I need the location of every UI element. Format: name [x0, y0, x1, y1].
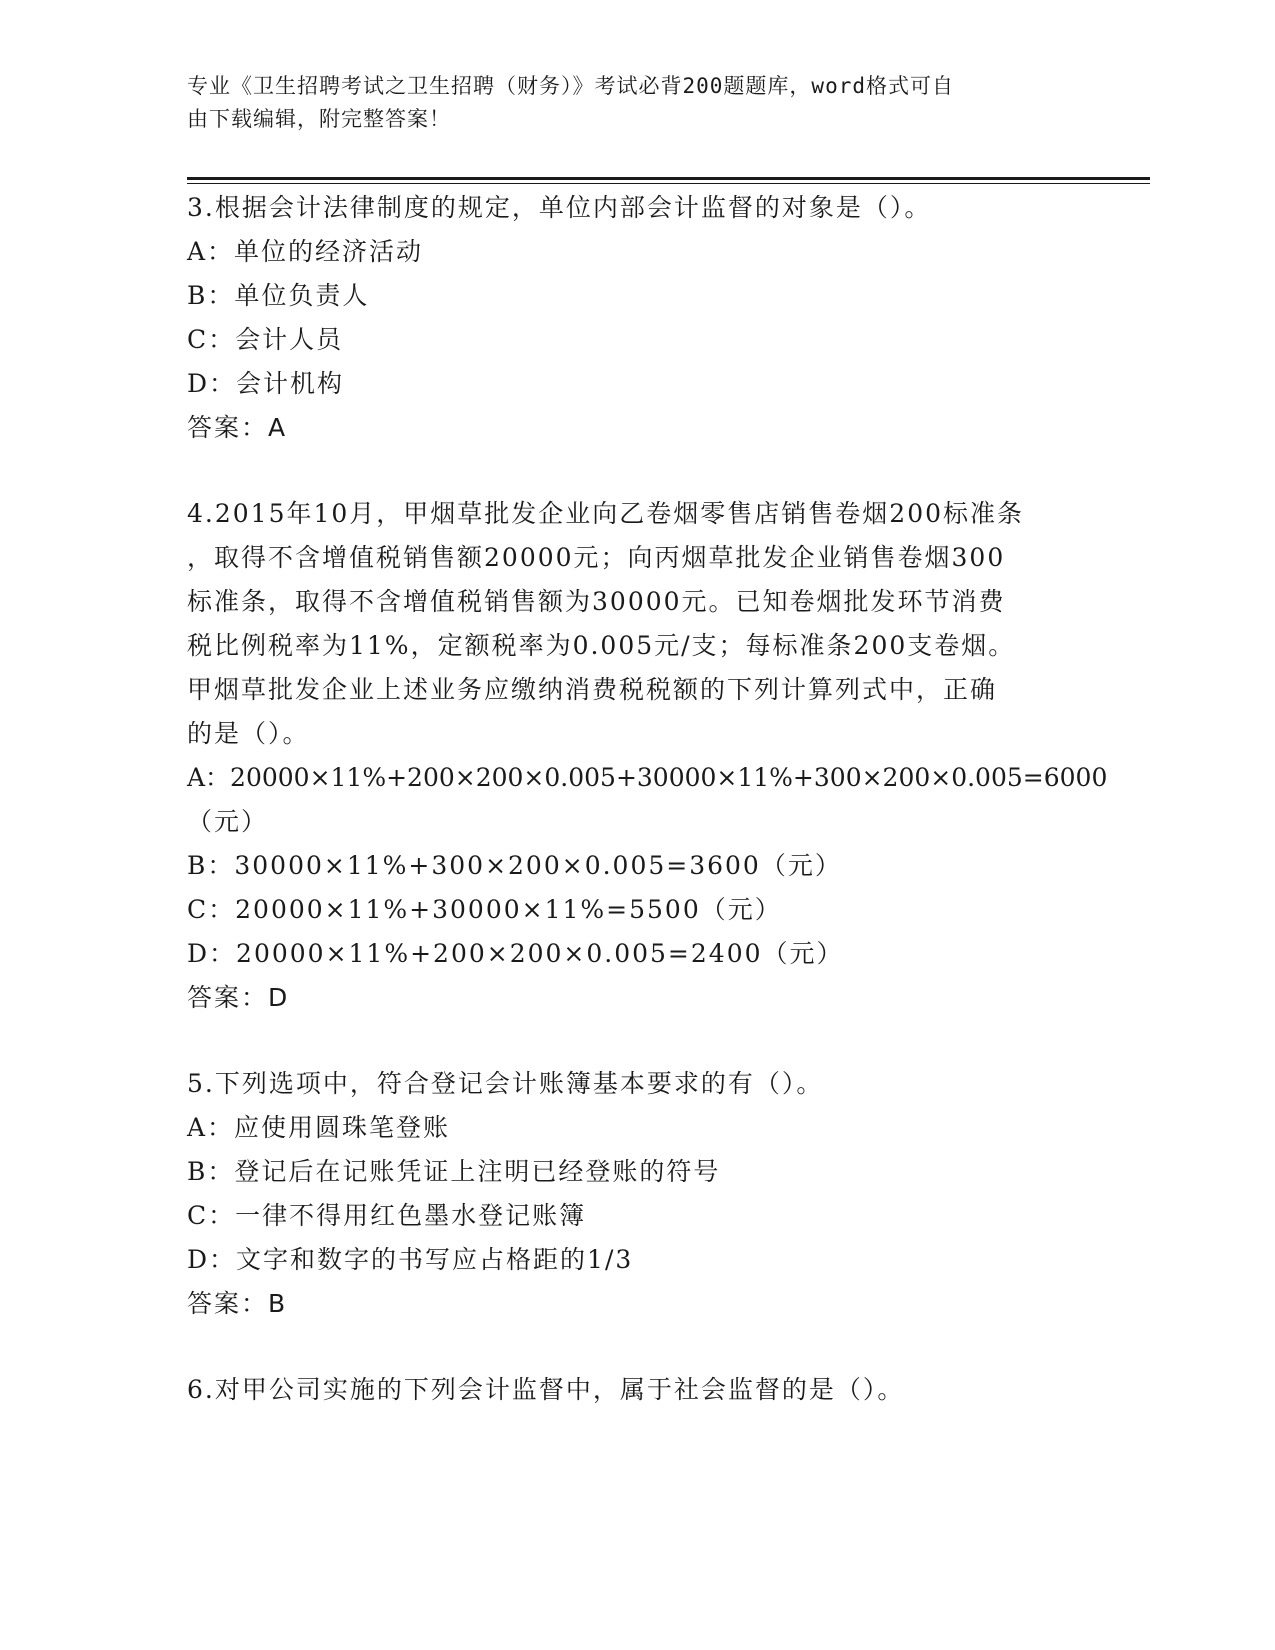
question-4-answer: 答案：D [187, 983, 290, 1012]
question-4-option-b: B：30000×11%+300×200×0.005=3600（元） [187, 851, 842, 880]
question-4-text-line-5: 甲烟草批发企业上述业务应缴纳消费税税额的下列计算列式中，正确 [187, 675, 998, 704]
question-5-option-b: B：登记后在记账凭证上注明已经登账的符号 [187, 1157, 721, 1186]
question-3-answer: 答案：A [187, 413, 288, 442]
question-4-text-line-1: 4.2015年10月，甲烟草批发企业向乙卷烟零售店销售卷烟200标准条 [187, 499, 1025, 528]
question-4-text-line-3: 标准条，取得不含增值税销售额为30000元。已知卷烟批发环节消费 [187, 587, 1006, 616]
question-3-text: 3.根据会计法律制度的规定，单位内部会计监督的对象是（）。 [187, 193, 932, 222]
question-5-option-c: C：一律不得用红色墨水登记账簿 [187, 1201, 587, 1230]
question-5-text: 5.下列选项中，符合登记会计账簿基本要求的有（）。 [187, 1069, 824, 1098]
question-3-option-a: A：单位的经济活动 [187, 237, 424, 266]
header-rule-thick [187, 177, 1150, 180]
question-5-answer: 答案：B [187, 1289, 288, 1318]
question-4-option-c: C：20000×11%+30000×11%=5500（元） [187, 895, 782, 924]
document-header [187, 70, 1067, 136]
question-4-text-line-4: 税比例税率为11%，定额税率为0.005元/支；每标准条200支卷烟。 [187, 631, 1016, 660]
question-5-option-d: D：文字和数字的书写应占格距的1/3 [187, 1245, 634, 1274]
question-3-option-d: D：会计机构 [187, 369, 345, 398]
question-4-text-line-6: 的是（）。 [187, 719, 310, 748]
question-4-option-a: A：20000×11%+200×200×0.005+30000×11%+300×200×0.005=6000 [187, 763, 1108, 792]
header-line-1: 专业《卫生招聘考试之卫生招聘（财务）》考试必背200题题库，word格式可自 [187, 74, 954, 98]
question-5-option-a: A：应使用圆珠笔登账 [187, 1113, 451, 1142]
header-rule-thin [187, 183, 1150, 184]
question-4-option-a-cont: （元） [187, 807, 269, 836]
question-3-option-c: C：会计人员 [187, 325, 344, 354]
header-line-2: 由下载编辑，附完整答案！ [187, 107, 451, 131]
question-3-option-b: B：单位负责人 [187, 281, 370, 310]
question-6-text: 6.对甲公司实施的下列会计监督中，属于社会监督的是（）。 [187, 1375, 905, 1404]
question-4-text-line-2: ，取得不含增值税销售额20000元；向丙烟草批发企业销售卷烟300 [187, 543, 1006, 572]
question-4-option-d: D：20000×11%+200×200×0.005=2400（元） [187, 939, 844, 968]
